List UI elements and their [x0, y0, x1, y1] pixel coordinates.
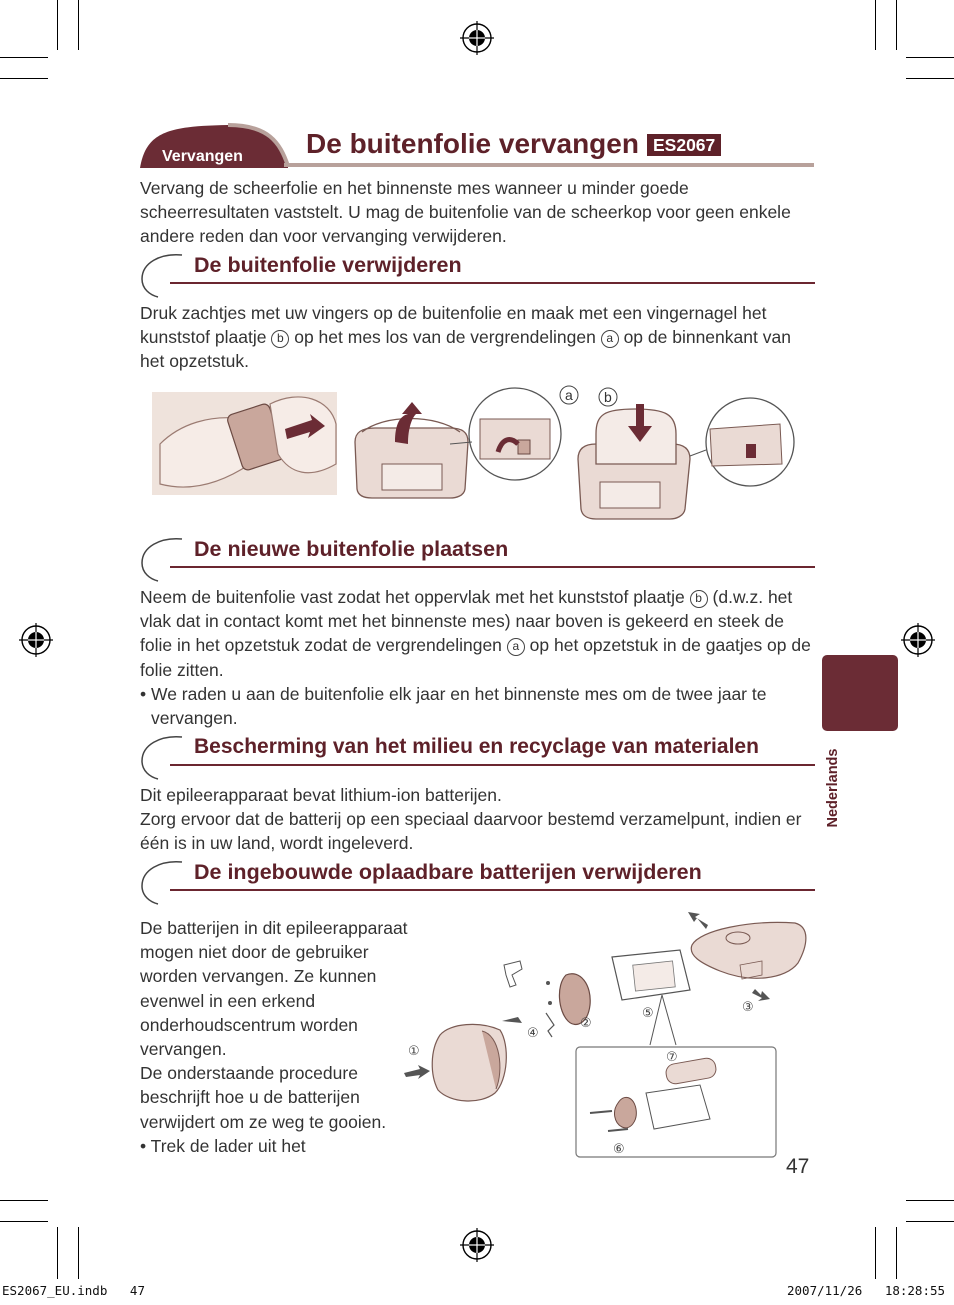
svg-text:b: b: [604, 389, 612, 405]
callout-3: ③: [742, 1000, 754, 1015]
place-foil-text: Neem de buitenfolie vast zodat het oppervlak met het kunststof plaatje b (d.w.z. het vlak dat in contact komt met het binnenste mes) naar boven is gekeerd en steek de folie in het opzetstuk zodat de vergrendelingen a op het opzetstuk in de gaatjes op de folie zitten.: [140, 587, 811, 680]
model-badge: ES2067: [647, 134, 721, 156]
page-number: 47: [786, 1155, 810, 1178]
callout-4: ④: [527, 1026, 539, 1041]
heading-arc-icon: [140, 858, 190, 908]
callout-1: ①: [408, 1044, 420, 1059]
marker-a: a: [601, 330, 619, 348]
remove-batteries-text: De batterijen in dit epileerapparaat mogen niet door de gebruiker worden vervangen. Ze kunnen evenwel in een erkend onderhoudscentrum worden vervangen. De onderstaande procedure beschrijft hoe u de batterijen verwijdert om ze weg te gooien. • Trek de lader uit het: [140, 918, 408, 1156]
section-heading-environment: [140, 733, 815, 773]
section-title: De ingebouwde oplaadbare batterijen verwijderen: [194, 860, 702, 884]
registration-mark-bottom: [460, 1228, 494, 1262]
section-title: Bescherming van het milieu en recyclage van materialen: [194, 735, 759, 758]
registration-mark-top: [460, 21, 494, 55]
section-title: De buitenfolie verwijderen: [194, 253, 462, 277]
replace-advice-bullet: • We raden u aan de buitenfolie elk jaar en het binnenste mes om de twee jaar te vervangen.: [140, 684, 767, 729]
section-heading-remove-batteries: [140, 858, 815, 898]
registration-mark-left: [19, 623, 53, 657]
side-tab: [822, 655, 898, 731]
section-heading-remove-foil: [140, 251, 815, 291]
callout-5: ⑤: [642, 1006, 654, 1021]
section-heading-place-foil: [140, 535, 815, 575]
remove-foil-text: Druk zachtjes met uw vingers op de buitenfolie en maak met een vingernagel het kunststof plaatje b op het mes los van de vergrendelingen a op de binnenkant van het opzetstuk.: [140, 303, 791, 372]
marker-a: a: [507, 638, 525, 656]
foil-removal-illustration: [150, 384, 800, 524]
marker-b: b: [690, 590, 708, 608]
heading-arc-icon: [140, 535, 190, 585]
section-title: De nieuwe buitenfolie plaatsen: [194, 537, 509, 561]
registration-mark-right: [901, 623, 935, 657]
side-tab-label-wrap: [822, 738, 844, 838]
footer-timestamp: 2007/11/26 18:28:55: [787, 1283, 946, 1298]
footer-file: ES2067_EU.indb 47: [2, 1283, 145, 1298]
environment-text: Dit epileerapparaat bevat lithium-ion batterijen. Zorg ervoor dat de batterij op een speciaal daarvoor bestemd verzamelpunt, indien er één is in uw land, wordt ingeleverd.: [140, 785, 802, 854]
heading-arc-icon: [140, 251, 190, 301]
marker-b: b: [271, 330, 289, 348]
callout-6: ⑥: [613, 1142, 625, 1157]
page-title: De buitenfolie vervangen: [306, 128, 639, 159]
callout-2: ②: [580, 1016, 592, 1031]
heading-arc-icon: [140, 733, 190, 783]
header-tab-label: Vervangen: [162, 148, 243, 165]
battery-disassembly-illustration: [400, 905, 812, 1163]
language-label: Nederlands: [825, 748, 841, 828]
intro-text: Vervang de scheerfolie en het binnenste mes wanneer u minder goede scheerresultaten vaststelt. U mag de buitenfolie van de scheerkop voor geen enkele andere reden dan voor vervanging verwijderen.: [140, 178, 791, 247]
callout-7: ⑦: [666, 1050, 678, 1065]
svg-text:a: a: [565, 387, 573, 403]
